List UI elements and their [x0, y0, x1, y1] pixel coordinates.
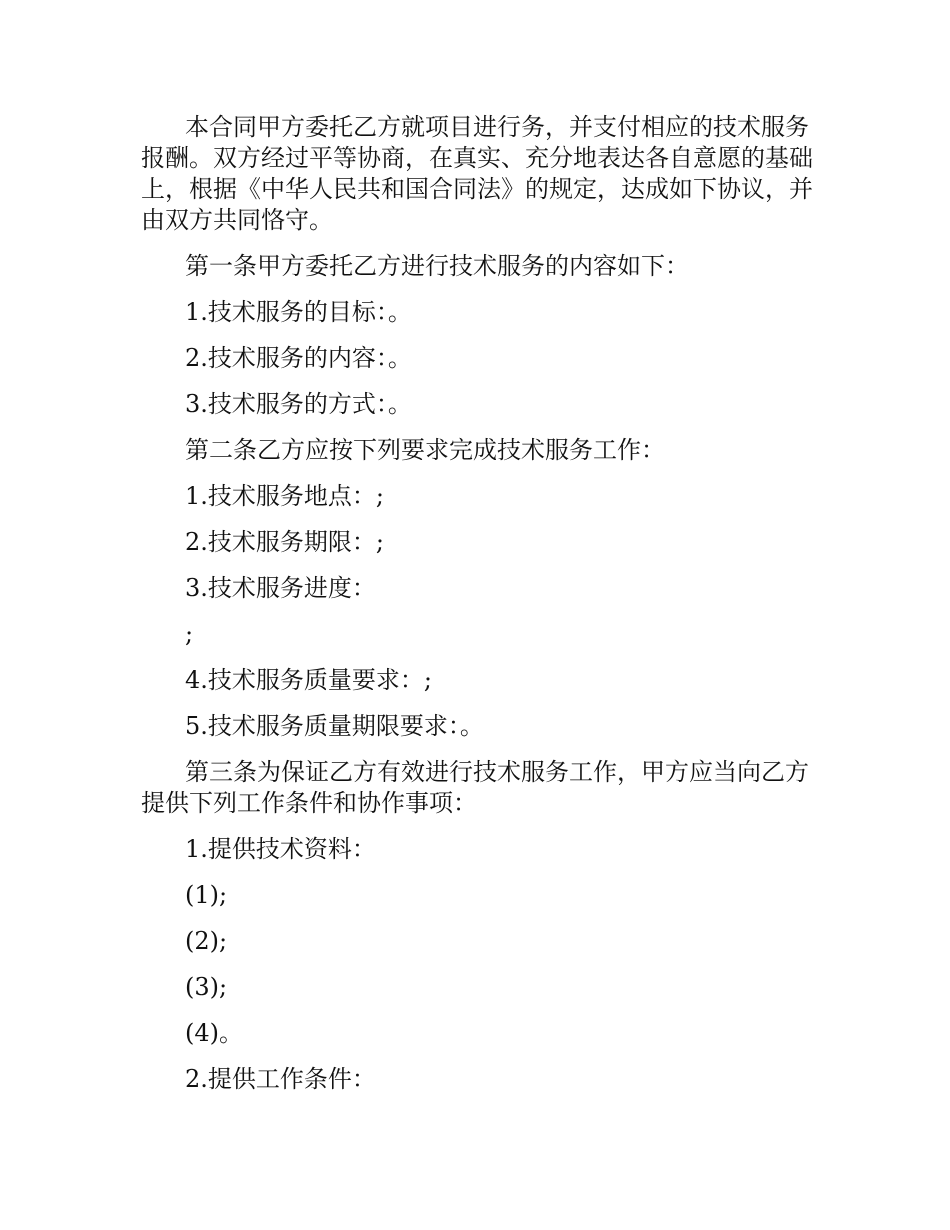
article-2-item-3: 3.技术服务进度： [185, 574, 376, 602]
article-3-subitem-1: (1); [185, 881, 228, 909]
article-2-item-2: 2.技术服务期限：; [185, 528, 384, 556]
article-3-subitem-3: (3); [185, 973, 228, 1001]
article-1-item-2: 2.技术服务的内容：。 [185, 344, 412, 372]
article-1-item-1: 1.技术服务的目标：。 [185, 298, 412, 326]
intro-paragraph: 本合同甲方委托乙方就项目进行务，并支付相应的技术服务报酬。双方经过平等协商，在真实、充分地表达各自意愿的基础上，根据《中华人民共和国合同法》的规定，达成如下协议，并由双方共同恪守。 [141, 113, 813, 234]
article-2-heading: 第二条乙方应按下列要求完成技术服务工作： [185, 436, 665, 464]
article-3-subitem-4: (4)。 [185, 1019, 243, 1047]
article-2-item-1: 1.技术服务地点：; [185, 482, 384, 510]
article-3-heading: 第三条为保证乙方有效进行技术服务工作，甲方应当向乙方提供下列工作条件和协作事项： [141, 758, 809, 817]
article-3-subitem-2: (2); [185, 927, 228, 955]
article-2-item-4: 4.技术服务质量要求：; [185, 666, 432, 694]
article-3-item-2: 2.提供工作条件： [185, 1065, 376, 1093]
article-1-heading: 第一条甲方委托乙方进行技术服务的内容如下： [185, 252, 689, 280]
article-1-item-3: 3.技术服务的方式：。 [185, 390, 412, 418]
document-body [141, 112, 813, 1095]
article-2-item-5: 5.技术服务质量期限要求：。 [185, 712, 484, 740]
article-2-item-3-blank: ; [185, 620, 194, 648]
article-3-item-1: 1.提供技术资料： [185, 835, 376, 863]
